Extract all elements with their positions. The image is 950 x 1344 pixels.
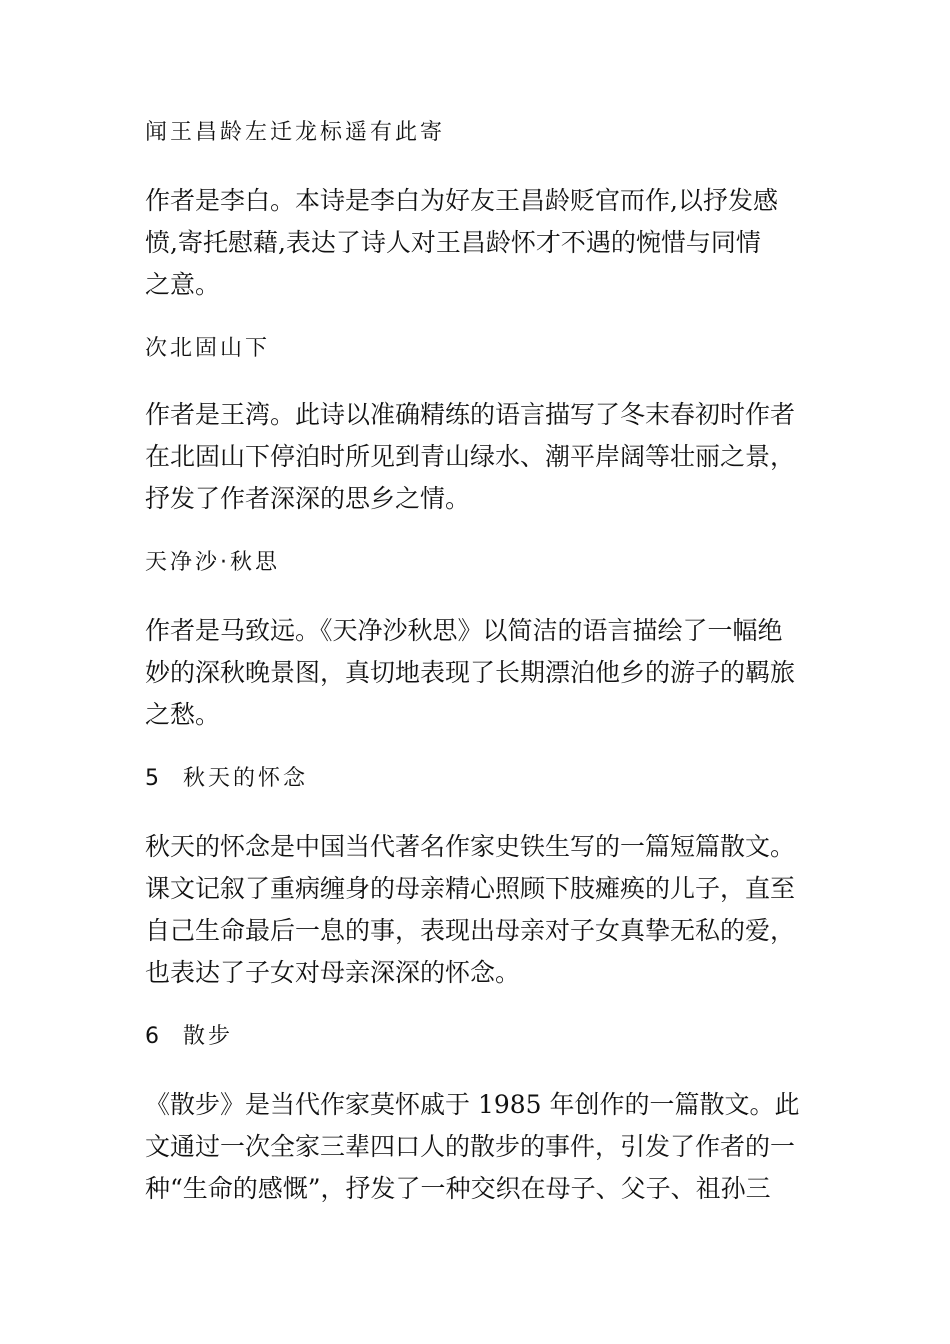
paragraph-line: 文通过一次全家三辈四口人的散步的事件，引发了作者的一: [145, 1132, 796, 1161]
paragraph-line: 妙的深秋晚景图，真切地表现了长期漂泊他乡的游子的羁旅: [145, 658, 796, 687]
paragraph-line: 课文记叙了重病缠身的母亲精心照顾下肢瘫痪的儿子，直至: [145, 874, 796, 903]
section-title: 秋天的怀念: [183, 766, 309, 791]
paragraph-line: 秋天的怀念是中国当代著名作家史铁生写的一篇短篇散文。: [145, 832, 796, 861]
paragraph-line: 之意。: [145, 270, 221, 299]
section-heading: [145, 334, 270, 364]
section-number: 5: [145, 766, 159, 791]
paragraph-line: 种“生命的感慨”，抒发了一种交织在母子、父子、祖孙三: [145, 1174, 771, 1203]
section-paragraph: [145, 180, 810, 306]
paragraph-line: 抒发了作者深深的思乡之情。: [145, 484, 471, 513]
section-title: 散步: [183, 1024, 234, 1049]
section-paragraph: [145, 610, 810, 736]
section-heading: [145, 764, 308, 794]
section-paragraph: [145, 394, 810, 520]
paragraph-line: 愤,寄托慰藉,表达了诗人对王昌龄怀才不遇的惋惜与同情: [145, 228, 761, 257]
section-number: 6: [145, 1024, 159, 1049]
section-paragraph: [145, 826, 810, 994]
section-title: 天净沙·秋思: [145, 550, 280, 575]
paragraph-line: 作者是马致远。《天净沙秋思》以简洁的语言描绘了一幅绝: [145, 616, 783, 645]
section-title: 闻王昌龄左迁龙标遥有此寄: [145, 120, 446, 145]
paragraph-line: 自己生命最后一息的事，表现出母亲对子女真挚无私的爱，: [145, 916, 796, 945]
paragraph-line: 作者是王湾。此诗以准确精练的语言描写了冬末春初时作者: [145, 400, 796, 429]
paragraph-line: 在北固山下停泊时所见到青山绿水、潮平岸阔等壮丽之景，: [145, 442, 796, 471]
paragraph-line: 《散步》是当代作家莫怀戚于 1985 年创作的一篇散文。此: [145, 1090, 800, 1119]
paragraph-line: 之愁。: [145, 700, 221, 729]
paragraph-line: 作者是李白。本诗是李白为好友王昌龄贬官而作,以抒发感: [145, 186, 778, 215]
section-heading: [145, 1022, 233, 1052]
section-heading: [145, 118, 445, 148]
section-heading: [145, 548, 280, 578]
section-title: 次北固山下: [145, 336, 271, 361]
section-paragraph: [145, 1084, 810, 1210]
paragraph-line: 也表达了子女对母亲深深的怀念。: [145, 958, 521, 987]
